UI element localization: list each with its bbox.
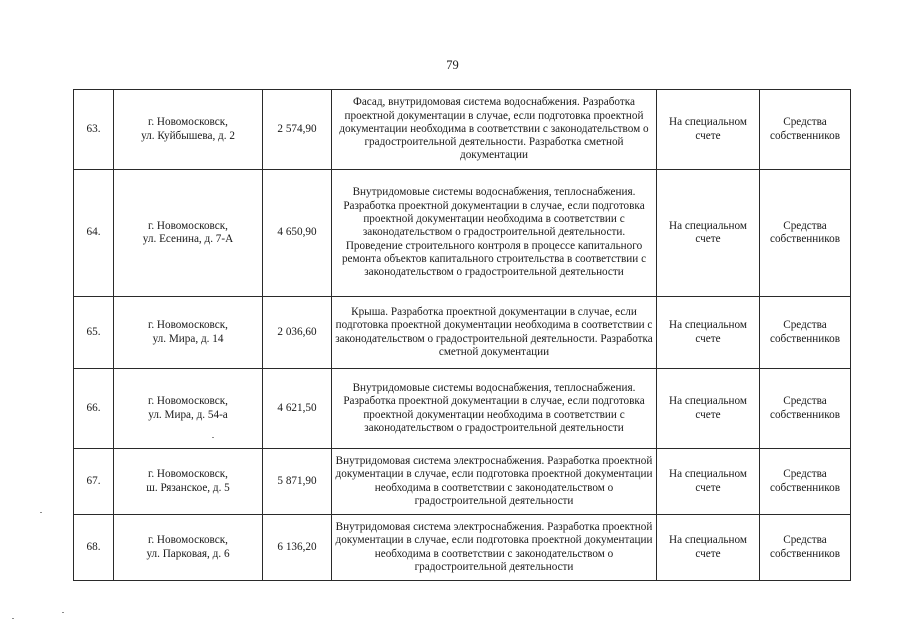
account-type: На специальном счете [657,449,760,515]
account-type: На специальном счете [657,170,760,297]
work-description: Фасад, внутридомовая система водоснабжения. Разработка проектной документации в случае, если подготовка проектной документации необходима в соответствии с законодательством о градостроительной деятельности. Разработка сметной документации [332,90,657,170]
table-row [74,515,851,581]
address-cell [114,170,263,297]
scan-speck [40,512,42,513]
account-type: На специальном счете [657,90,760,170]
address-cell [114,369,263,449]
address-cell [114,449,263,515]
scan-speck [62,612,64,613]
work-description: Внутридомовые системы водоснабжения, теплоснабжения. Разработка проектной документации в случае, если подготовка проектной документации необходима в соответствии с законодательством о градостроительной деятельности [332,369,657,449]
funding-source: Средства собственников [760,515,851,581]
address-cell [114,90,263,170]
area-value: 4 650,90 [263,170,332,297]
address-city: г. Новомосковск, [148,468,228,481]
funding-source: Средства собственников [760,449,851,515]
address-cell [114,515,263,581]
capital-repair-table [73,89,851,581]
row-number: 67. [74,449,114,515]
address-city: г. Новомосковск, [148,116,228,129]
row-number: 65. [74,297,114,369]
address-street: ул. Парковая, д. 6 [146,547,230,560]
row-number: 68. [74,515,114,581]
area-value: 6 136,20 [263,515,332,581]
account-type: На специальном счете [657,369,760,449]
funding-source: Средства собственников [760,90,851,170]
work-description: Внутридомовая система электроснабжения. Разработка проектной документации в случае, если подготовка проектной документации необходима в соответствии с законодательством о градостроительной деятельности [332,515,657,581]
address-city: г. Новомосковск, [148,395,228,408]
address-street: ул. Мира, д. 54-а [148,408,228,421]
table-row [74,170,851,297]
area-value: 4 621,50 [263,369,332,449]
work-description: Внутридомовые системы водоснабжения, теплоснабжения. Разработка проектной документации в случае, если подготовка проектной документации необходима в соответствии с законодательством о градостроительной деятельности. Проведение строительного контроля в процессе капитального ремонта объектов капитального строительства в соответствии с законодательством о градостроительной деятельности [332,170,657,297]
row-number: 64. [74,170,114,297]
address-street: ш. Рязанское, д. 5 [146,481,230,494]
scan-speck [12,618,14,619]
table-row [74,90,851,170]
work-description: Внутридомовая система электроснабжения. Разработка проектной документации в случае, если подготовка проектной документации необходима в соответствии с законодательством о градостроительной деятельности [332,449,657,515]
row-number: 63. [74,90,114,170]
address-street: ул. Куйбышева, д. 2 [141,129,235,142]
table-row [74,297,851,369]
table-row [74,449,851,515]
funding-source: Средства собственников [760,369,851,449]
address-cell [114,297,263,369]
account-type: На специальном счете [657,297,760,369]
address-city: г. Новомосковск, [148,534,228,547]
area-value: 5 871,90 [263,449,332,515]
work-description: Крыша. Разработка проектной документации в случае, если подготовка проектной документации необходима в соответствии с законодательством о градостроительной деятельности. Разработка сметной документации [332,297,657,369]
area-value: 2 036,60 [263,297,332,369]
area-value: 2 574,90 [263,90,332,170]
row-number: 66. [74,369,114,449]
address-street: ул. Есенина, д. 7-А [142,233,234,245]
account-type: На специальном счете [657,515,760,581]
scan-speck [212,437,214,438]
table-row [74,369,851,449]
address-city: г. Новомосковск, [148,319,228,332]
address-street: ул. Мира, д. 14 [152,332,224,345]
page-number: 79 [446,58,459,72]
address-city: г. Новомосковск, [148,219,228,232]
funding-source: Средства собственников [760,297,851,369]
funding-source: Средства собственников [760,170,851,297]
